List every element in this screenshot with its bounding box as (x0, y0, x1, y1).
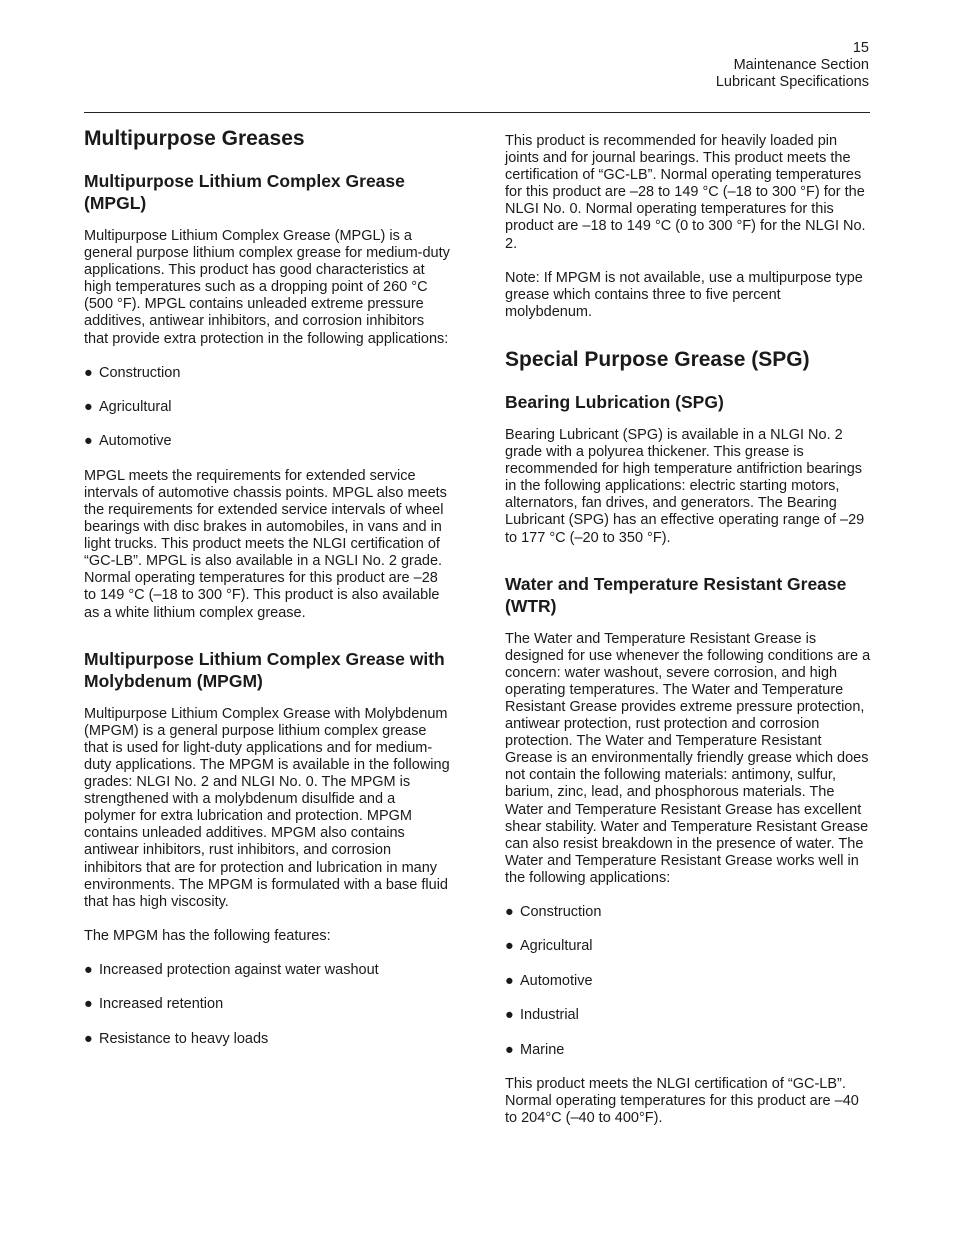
bullet-icon: ● (505, 972, 514, 989)
mpgl-details: MPGL meets the requirements for extended service intervals of automotive chassis points. MPGL also meets the requirements for extended service intervals of wheel bearings with disc brakes in automobiles, in vans and in light trucks. This product meets the NLGI certification of “GC-LB”. MPGL is also available in a NGLI No. 2 grade. Normal operating temperatures for this product are –28 to 149 °C (–18 to 300 °F). This product is also available as a white lithium complex grease. (84, 467, 447, 621)
header-rule (84, 112, 870, 113)
bullet-icon: ● (505, 1041, 514, 1058)
list-item: ● Construction (505, 904, 602, 920)
wtr-heading: Water and Temperature Resistant Grease (WTR) (505, 573, 847, 616)
bearing-lubrication-text: Bearing Lubricant (SPG) is available in a NLGI No. 2 grade with a polyurea thickener. This grease is recommended for high temperature antifriction bearings in the following applications: electric starting motors, alternators, fan drives, and generators. The Bearing Lubricant (SPG) has an effective operating range of –29 to 177 °C (–20 to 350 °F). (505, 426, 865, 546)
mpgm-heading: Multipurpose Lithium Complex Grease with Molybdenum (MPGM) (84, 648, 445, 691)
section-title: Maintenance Section (733, 57, 869, 73)
note-label: Note: (505, 269, 540, 286)
bullet-icon: ● (84, 399, 93, 416)
page-header (716, 40, 869, 91)
list-item: ● Increased retention (84, 996, 224, 1013)
note-text: If MPGM is not available, use a multipurpose type grease which contains three to five percent molybdenum. (505, 269, 863, 320)
bullet-icon: ● (505, 904, 514, 920)
list-item: ● Marine (505, 1041, 565, 1058)
list-item: ● Agricultural (505, 938, 593, 955)
bullet-icon: ● (84, 364, 93, 381)
wtr-text: The Water and Temperature Resistant Grease is designed for use whenever the following conditions are a concern: water washout, severe corrosion, and high operating temperatures. The Water and Temperature Resistant Grease provides extreme pressure protection, antiwear protection, rust protection and corrosion protection. The Water and Temperature Resistant Grease is an environmentally friendly grease which does not contain the following materials: antimony, sulfur, barium, zinc, lead, and phosphorous materials. The Water and Temperature Resistant Grease has excellent shear stability. Water and Temperature Resistant Grease can also resist breakdown in the presence of water. The Water and Temperature Resistant Grease works well in the following applications: (505, 630, 871, 886)
bullet-icon: ● (84, 1030, 93, 1047)
list-item: ● Increased protection against water washout (84, 961, 379, 978)
list-item: ● Industrial (505, 1007, 579, 1024)
list-item: ● Automotive (505, 972, 593, 989)
left-column (84, 126, 450, 1065)
mpgm-intro: Multipurpose Lithium Complex Grease with Molybdenum (MPGM) is a general purpose lithium complex grease that is used for light-duty applications and for medium-duty applications. The MPGM is available in the following grades: NLGI No. 2 and NLGI No. 0. The MPGM is strengthened with a molybdenum disulfide and a polymer for extra lubrication and protection. MPGM contains unleaded additives. MPGM also contains antiwear inhibitors, rust inhibitors, and corrosion inhibitors that are for protection and lubrication in many environments. The MPGM is formulated with a base fluid that has high viscosity. (84, 705, 450, 910)
list-item: ● Construction (84, 364, 181, 381)
multipurpose-greases-title: Multipurpose Greases (84, 127, 305, 150)
note (505, 270, 871, 321)
right-column (505, 133, 871, 1144)
list-item: ● Agricultural (84, 399, 172, 416)
bullet-icon: ● (505, 1007, 514, 1024)
mpgm-continued: This product is recommended for heavily loaded pin joints and for journal bearings. This product meets the certification of “GC-LB”. Normal operating temperatures for this product are –28 to 149 °C (–18 to 300 °F) for the NLGI No. 0. Normal operating temperatures for this product are –18 to 149 °C (0 to 300 °F) for the NLGI No. 2. (505, 133, 866, 252)
mpgm-features-intro: The MPGM has the following features: (84, 927, 331, 944)
special-purpose-grease-title: Special Purpose Grease (SPG) (505, 347, 810, 371)
mpgm-features-list (84, 962, 450, 1048)
page-number: 15 (852, 40, 869, 56)
subsection-title: Lubricant Specifications (715, 74, 869, 90)
bearing-lubrication-heading: Bearing Lubrication (SPG) (505, 391, 724, 412)
mpgl-heading: Multipurpose Lithium Complex Grease (MPGL) (84, 171, 405, 213)
list-item: ● Resistance to heavy loads (84, 1030, 269, 1047)
mpgl-intro: Multipurpose Lithium Complex Grease (MPGL) is a general purpose lithium complex grease for medium-duty applications. This product has good characteristics at high temperatures such as a dropping point of 260 °C (500 °F). MPGL contains unleaded extreme pressure additives, antiwear inhibitors, and corrosion inhibitors that provide extra protection in the following applications: (84, 228, 450, 347)
wtr-certification: This product meets the NLGI certification of “GC-LB”. Normal operating temperatures for this product are –40 to 204°C (–40 to 400°F). (505, 1075, 859, 1127)
wtr-applications-list (505, 904, 871, 1059)
bullet-icon: ● (505, 938, 514, 955)
bullet-icon: ● (84, 433, 93, 450)
list-item: ● Automotive (84, 433, 172, 450)
bullet-icon: ● (84, 961, 93, 978)
mpgl-applications-list (84, 365, 450, 451)
bullet-icon: ● (84, 996, 93, 1013)
